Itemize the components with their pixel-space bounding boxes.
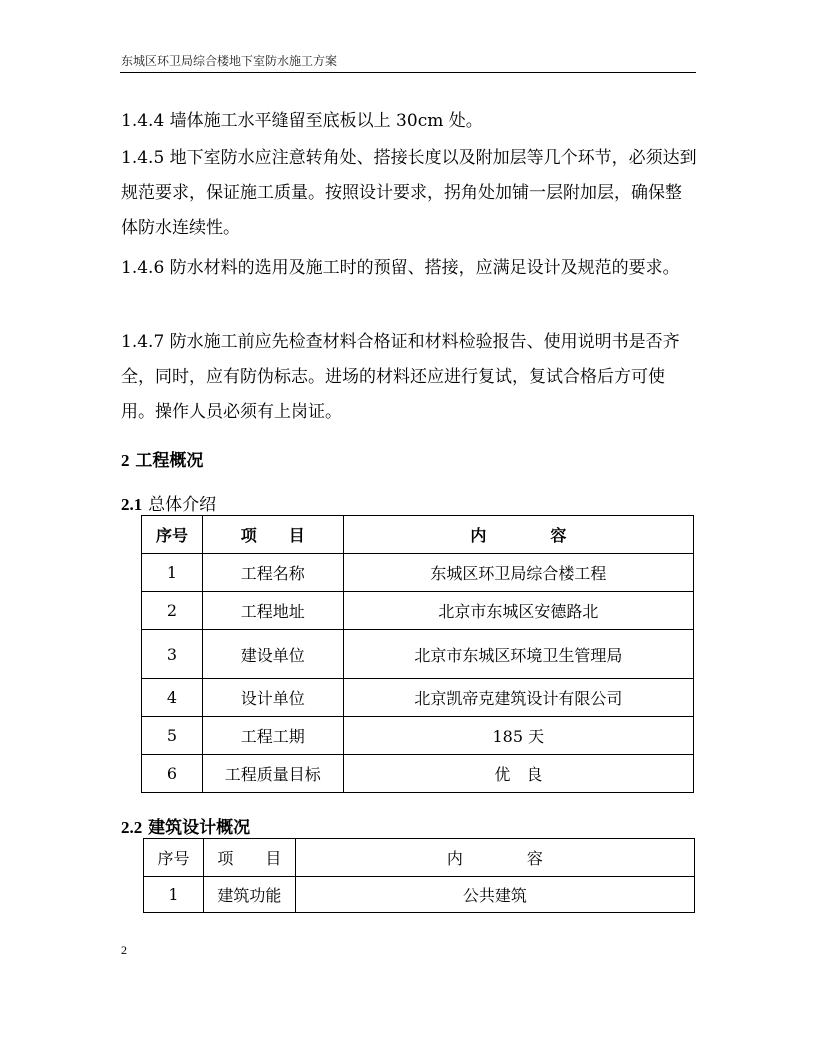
section-number: 2.1 bbox=[121, 495, 143, 514]
table-row bbox=[142, 717, 694, 755]
table-cell: 建筑功能 bbox=[203, 877, 295, 913]
header-cell-index: 序号 bbox=[144, 839, 204, 877]
header-cell-item: 项 目 bbox=[203, 839, 295, 877]
table-cell: 工程质量目标 bbox=[202, 755, 343, 793]
table-header-row bbox=[144, 839, 695, 877]
table-cell: 5 bbox=[142, 717, 203, 755]
table-cell: 工程地址 bbox=[202, 592, 343, 630]
paragraph-1-4-7: 1.4.7 防水施工前应先检查材料合格证和材料检验报告、使用说明书是否齐全，同时，应有防伪标志。进场的材料还应进行复试，复试合格后方可使用。操作人员必须有上岗证。 bbox=[121, 332, 680, 422]
table-cell: 6 bbox=[142, 755, 203, 793]
paragraph-1-4-4: 1.4.4 墙体施工水平缝留至底板以上 30cm 处。 bbox=[121, 111, 483, 131]
table-cell: 优 良 bbox=[343, 755, 693, 793]
paragraph-1-4-5: 1.4.5 地下室防水应注意转角处、搭接长度以及附加层等几个环节，必须达到规范要求，保证施工质量。按照设计要求，拐角处加铺一层附加层，确保整体防水连续性。 bbox=[121, 148, 697, 238]
table-cell: 工程工期 bbox=[202, 717, 343, 755]
header-cell-index: 序号 bbox=[142, 516, 203, 554]
section-title: 建筑设计概况 bbox=[148, 818, 251, 838]
section-number: 2.2 bbox=[121, 818, 143, 837]
table-cell: 4 bbox=[142, 679, 203, 717]
table-cell: 北京市东城区环境卫生管理局 bbox=[343, 630, 693, 679]
header-cell-item: 项 目 bbox=[202, 516, 343, 554]
section-title: 工程概况 bbox=[135, 451, 204, 471]
table-cell: 建设单位 bbox=[202, 630, 343, 679]
architecture-table bbox=[143, 838, 695, 913]
table-cell: 北京凯帝克建筑设计有限公司 bbox=[343, 679, 693, 717]
table-row bbox=[142, 679, 694, 717]
section-2-1-heading bbox=[121, 490, 216, 515]
section-2-heading bbox=[121, 446, 203, 471]
page-number: 2 bbox=[121, 943, 127, 957]
header-cell-content: 内 容 bbox=[343, 516, 693, 554]
header-cell-content: 内 容 bbox=[295, 839, 694, 877]
paragraph-1-4-6: 1.4.6 防水材料的选用及施工时的预留、搭接，应满足设计及规范的要求。 bbox=[121, 258, 680, 278]
table-row bbox=[142, 755, 694, 793]
table-row bbox=[142, 630, 694, 679]
table-cell: 2 bbox=[142, 592, 203, 630]
table-header-row bbox=[142, 516, 694, 554]
section-number: 2 bbox=[121, 451, 130, 470]
table-cell: 北京市东城区安德路北 bbox=[343, 592, 693, 630]
header-divider bbox=[120, 72, 696, 73]
section-2-2-heading bbox=[121, 813, 250, 838]
table-cell: 公共建筑 bbox=[295, 877, 694, 913]
table-cell: 东城区环卫局综合楼工程 bbox=[343, 554, 693, 592]
running-header: 东城区环卫局综合楼地下室防水施工方案 bbox=[121, 54, 338, 68]
table-cell: 设计单位 bbox=[202, 679, 343, 717]
section-title: 总体介绍 bbox=[148, 495, 217, 515]
table-cell: 工程名称 bbox=[202, 554, 343, 592]
table-row bbox=[142, 554, 694, 592]
table-cell: 3 bbox=[142, 630, 203, 679]
table-cell: 1 bbox=[142, 554, 203, 592]
overview-table bbox=[141, 515, 694, 793]
table-cell: 185 天 bbox=[343, 717, 693, 755]
table-cell: 1 bbox=[144, 877, 204, 913]
table-row bbox=[144, 877, 695, 913]
table-row bbox=[142, 592, 694, 630]
